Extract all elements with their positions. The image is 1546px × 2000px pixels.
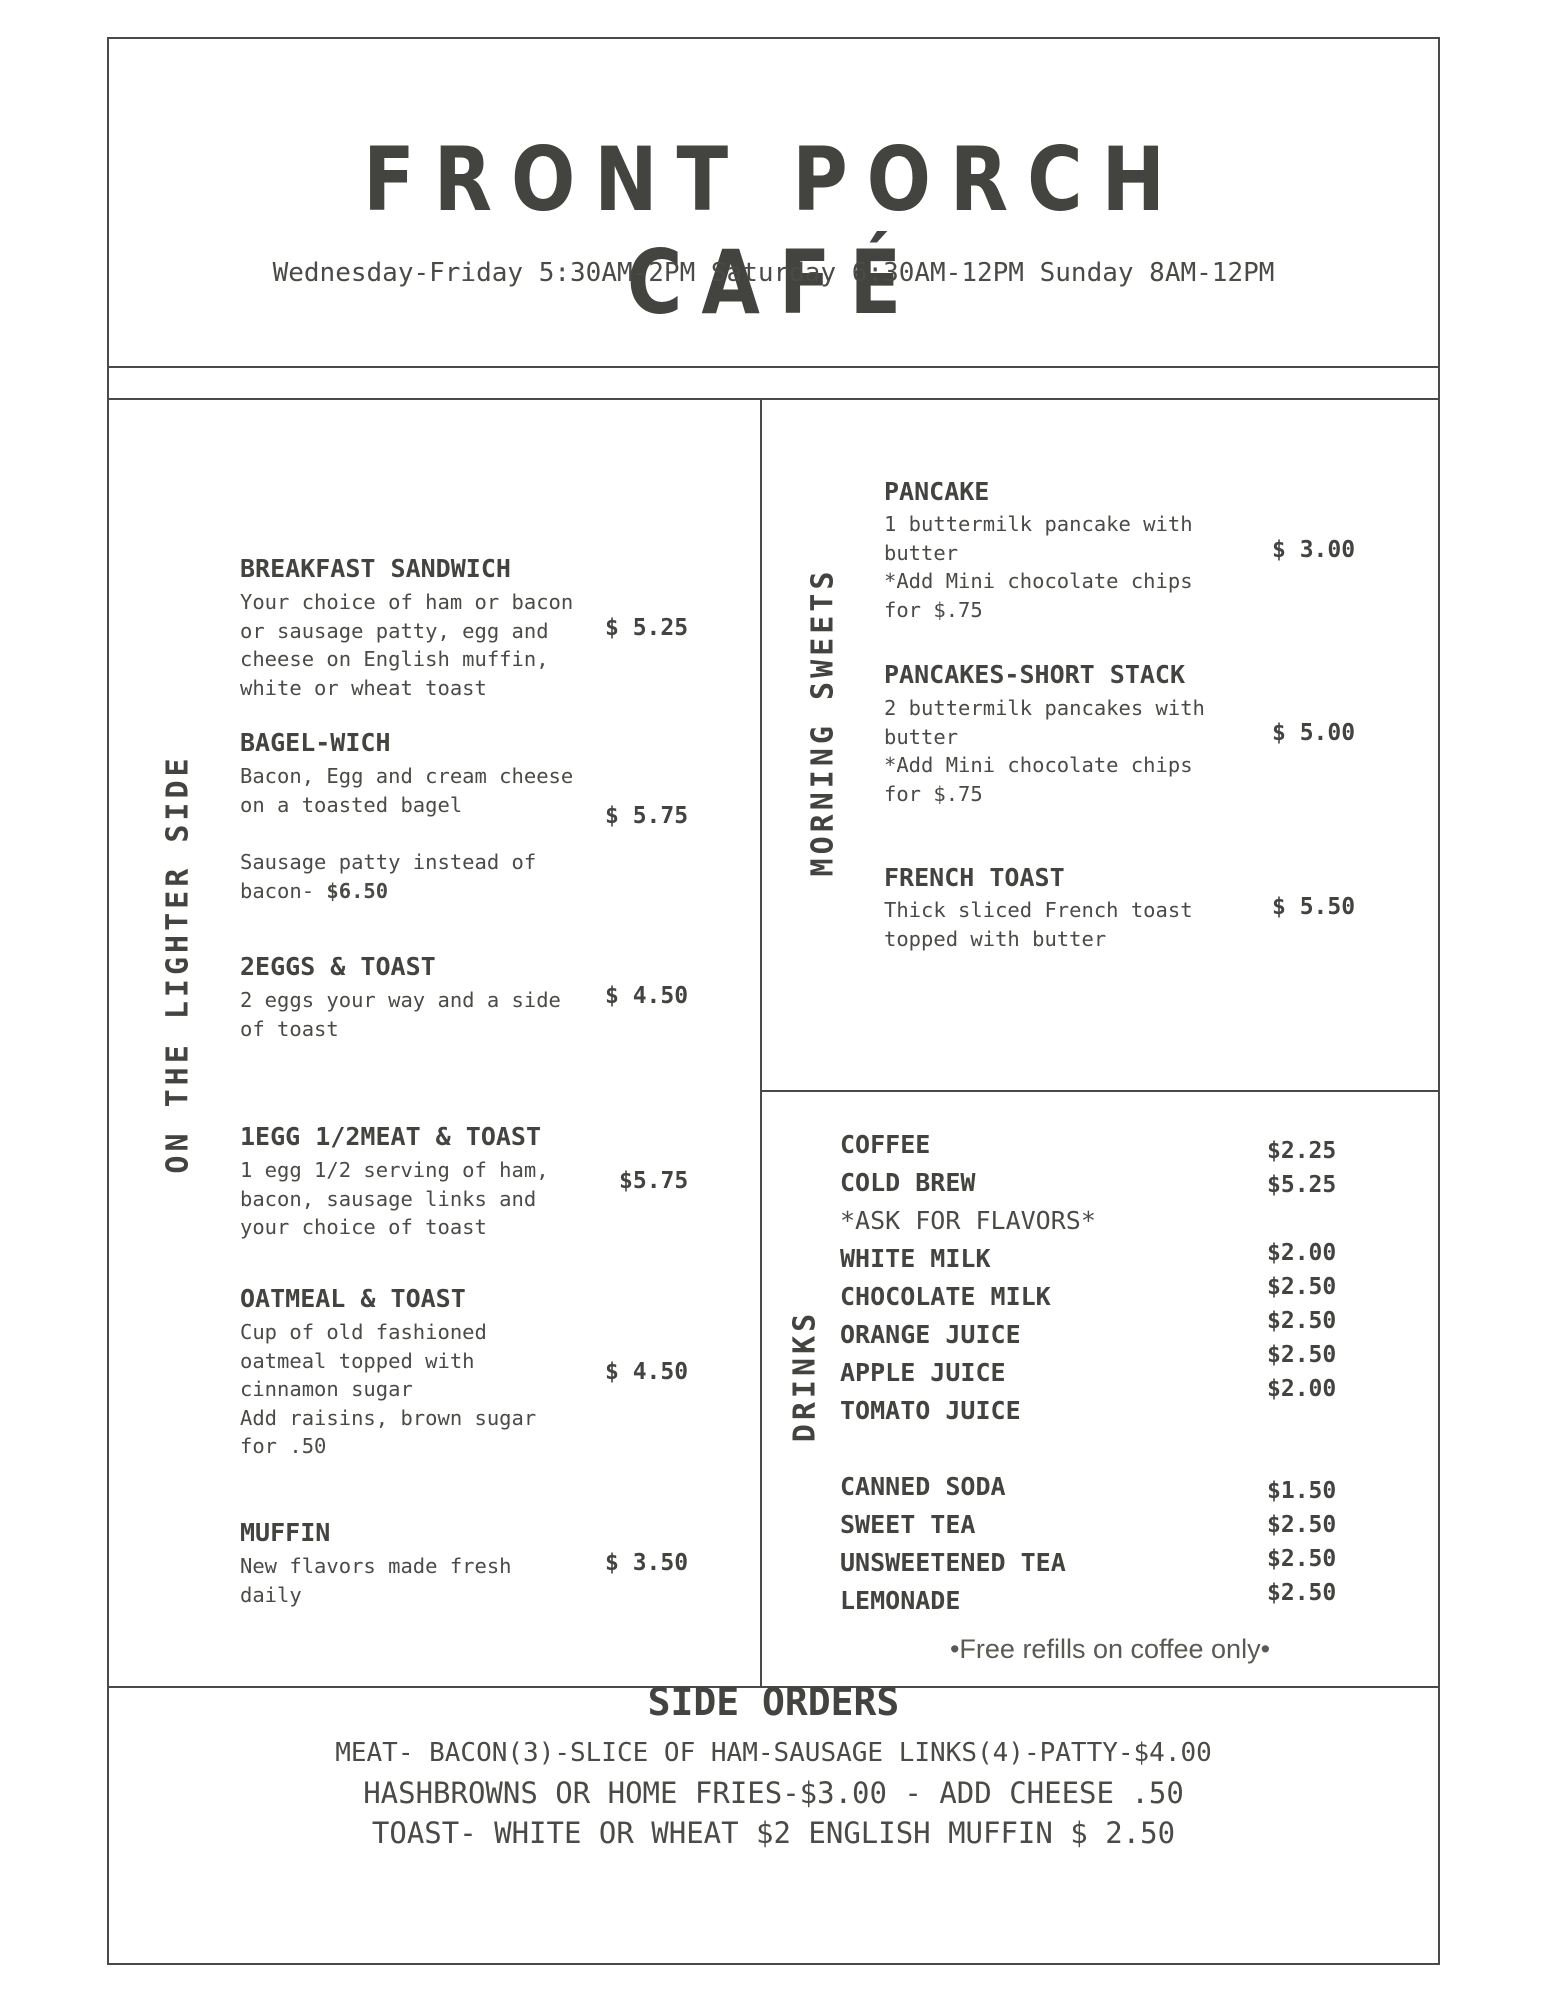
drink-chocolate-milk: CHOCOLATE MILK [840,1282,1051,1311]
desc-line: 2 buttermilk pancakes with [884,696,1205,720]
drink-price: $2.50 [1267,1580,1337,1606]
desc-line: your choice of toast [240,1215,487,1239]
item-name-1egg-meat-toast: 1EGG 1/2MEAT & TOAST [240,1122,542,1151]
item-price-pancake: $ 3.00 [1272,537,1356,563]
drink-price: $1.50 [1267,1478,1337,1504]
item-desc-muffin [240,1552,512,1609]
drink-price: $5.25 [1267,1172,1337,1198]
drink-sweet-tea: SWEET TEA [840,1510,976,1539]
drink-price: $2.50 [1267,1308,1337,1334]
desc-line: oatmeal topped with [240,1348,475,1373]
desc-line: 1 buttermilk pancake with [884,512,1193,536]
drink-price: $2.25 [1267,1138,1337,1164]
item-desc-1egg-meat-toast [240,1156,549,1242]
drink-tomato-juice: TOMATO JUICE [840,1396,1021,1425]
item-name-breakfast-sandwich: BREAKFAST SANDWICH [240,554,511,583]
desc-line: butter [884,724,959,749]
desc-line: Your choice of ham or bacon [240,590,574,614]
section-heading-morning-sweets: MORNING SWEETS [805,567,841,877]
extra-price: $6.50 [326,878,389,903]
desc-line: Thick sliced French toast [884,898,1193,922]
item-price-french-toast: $ 5.50 [1272,894,1356,920]
desc-line: bacon, sausage links and [240,1186,537,1211]
item-price-muffin: $ 3.50 [605,1550,689,1576]
desc-line: Add raisins, brown sugar [240,1405,537,1430]
header-divider-bottom [107,398,1440,400]
desc-line: for $.75 [884,597,983,622]
desc-line: *Add Mini chocolate chips [884,569,1193,593]
side-order-line: TOAST- WHITE OR WHEAT $2 ENGLISH MUFFIN $ 2.50 [371,1816,1176,1850]
drink-price: $2.00 [1267,1240,1337,1266]
drink-apple-juice: APPLE JUICE [840,1358,1006,1387]
desc-line: butter [884,540,959,565]
side-order-line: MEAT- BACON(3)-SLICE OF HAM-SAUSAGE LINKS(4)-PATTY-$4.00 [335,1738,1212,1768]
item-desc-french-toast [884,896,1193,953]
column-divider [760,398,762,1686]
desc-line: *Add Mini chocolate chips [884,753,1193,777]
drink-price: $2.50 [1267,1342,1337,1368]
drink-unsweetened-tea: UNSWEETENED TEA [840,1548,1066,1577]
side-order-line: HASHBROWNS OR HOME FRIES-$3.00 - ADD CHEESE .50 [363,1776,1184,1810]
item-name-oatmeal-toast: OATMEAL & TOAST [240,1284,466,1313]
drink-lemonade: LEMONADE [840,1586,961,1615]
drink-price: $2.50 [1267,1274,1337,1300]
item-price-pancakes-short-stack: $ 5.00 [1272,720,1356,746]
desc-line: Sausage patty instead of [240,850,537,874]
desc-text: bacon- [240,878,315,903]
desc-line: Cup of old fashioned [240,1320,487,1344]
page-title: FRONT PORCH CAFÉ [363,128,1184,334]
side-orders-title: SIDE ORDERS [647,1680,900,1724]
item-desc-oatmeal-toast [240,1318,536,1461]
header-divider-top [107,366,1440,368]
drink-price: $2.50 [1267,1546,1337,1572]
hours-text: Wednesday-Friday 5:30AM-2PM Saturday 6:30AM-12PM Sunday 8AM-12PM [272,258,1275,288]
item-price-breakfast-sandwich: $ 5.25 [605,615,689,641]
drink-cold-brew: COLD BREW [840,1168,976,1197]
item-desc-pancake [884,510,1193,624]
drink-price: $2.50 [1267,1512,1337,1538]
drink-price: $2.00 [1267,1376,1337,1402]
drink-orange-juice: ORANGE JUICE [840,1320,1021,1349]
desc-line: on a toasted bagel [240,792,463,817]
item-price-bagel-wich: $ 5.75 [605,803,689,829]
item-name-muffin: MUFFIN [240,1518,331,1547]
refills-note: •Free refills on coffee only• [949,1634,1271,1664]
desc-line: cinnamon sugar [240,1377,413,1401]
desc-line: for $.75 [884,781,983,806]
item-price-1egg-meat-toast: $5.75 [619,1168,689,1194]
item-price-oatmeal-toast: $ 4.50 [605,1359,689,1385]
item-name-pancakes-short-stack: PANCAKES-SHORT STACK [884,660,1186,689]
item-desc-2eggs-toast [240,986,561,1043]
desc-line [240,877,536,906]
desc-line: of toast [240,1016,339,1041]
desc-line: 1 egg 1/2 serving of ham, [240,1158,549,1182]
drink-white-milk: WHITE MILK [840,1244,991,1273]
item-name-french-toast: FRENCH TOAST [884,863,1065,892]
desc-line: daily [240,1582,302,1607]
drink-flavors-note: *ASK FOR FLAVORS* [840,1206,1096,1235]
sweets-drinks-divider [760,1090,1440,1092]
section-heading-drinks: DRINKS [787,1309,823,1443]
desc-line: topped with butter [884,926,1107,951]
desc-line: cheese on English muffin, [240,647,549,671]
desc-line: for .50 [240,1434,327,1458]
item-desc-bagel-wich [240,762,573,819]
desc-line: New flavors made fresh [240,1554,512,1578]
desc-line: Bacon, Egg and cream cheese [240,764,574,788]
item-desc-breakfast-sandwich [240,588,573,702]
item-name-pancake: PANCAKE [884,477,990,506]
item-desc-pancakes-short-stack [884,694,1205,808]
item-name-2eggs-toast: 2EGGS & TOAST [240,952,436,981]
section-heading-lighter-side: ON THE LIGHTER SIDE [160,754,196,1174]
desc-line: or sausage patty, egg and [240,618,549,643]
item-price-2eggs-toast: $ 4.50 [605,983,689,1009]
item-name-bagel-wich: BAGEL-WICH [240,728,391,757]
desc-line: 2 eggs your way and a side [240,988,561,1012]
drink-canned-soda: CANNED SODA [840,1472,1006,1501]
desc-line: white or wheat toast [240,675,487,700]
item-extra-bagel-wich [240,848,536,905]
drink-coffee: COFFEE [840,1130,931,1159]
